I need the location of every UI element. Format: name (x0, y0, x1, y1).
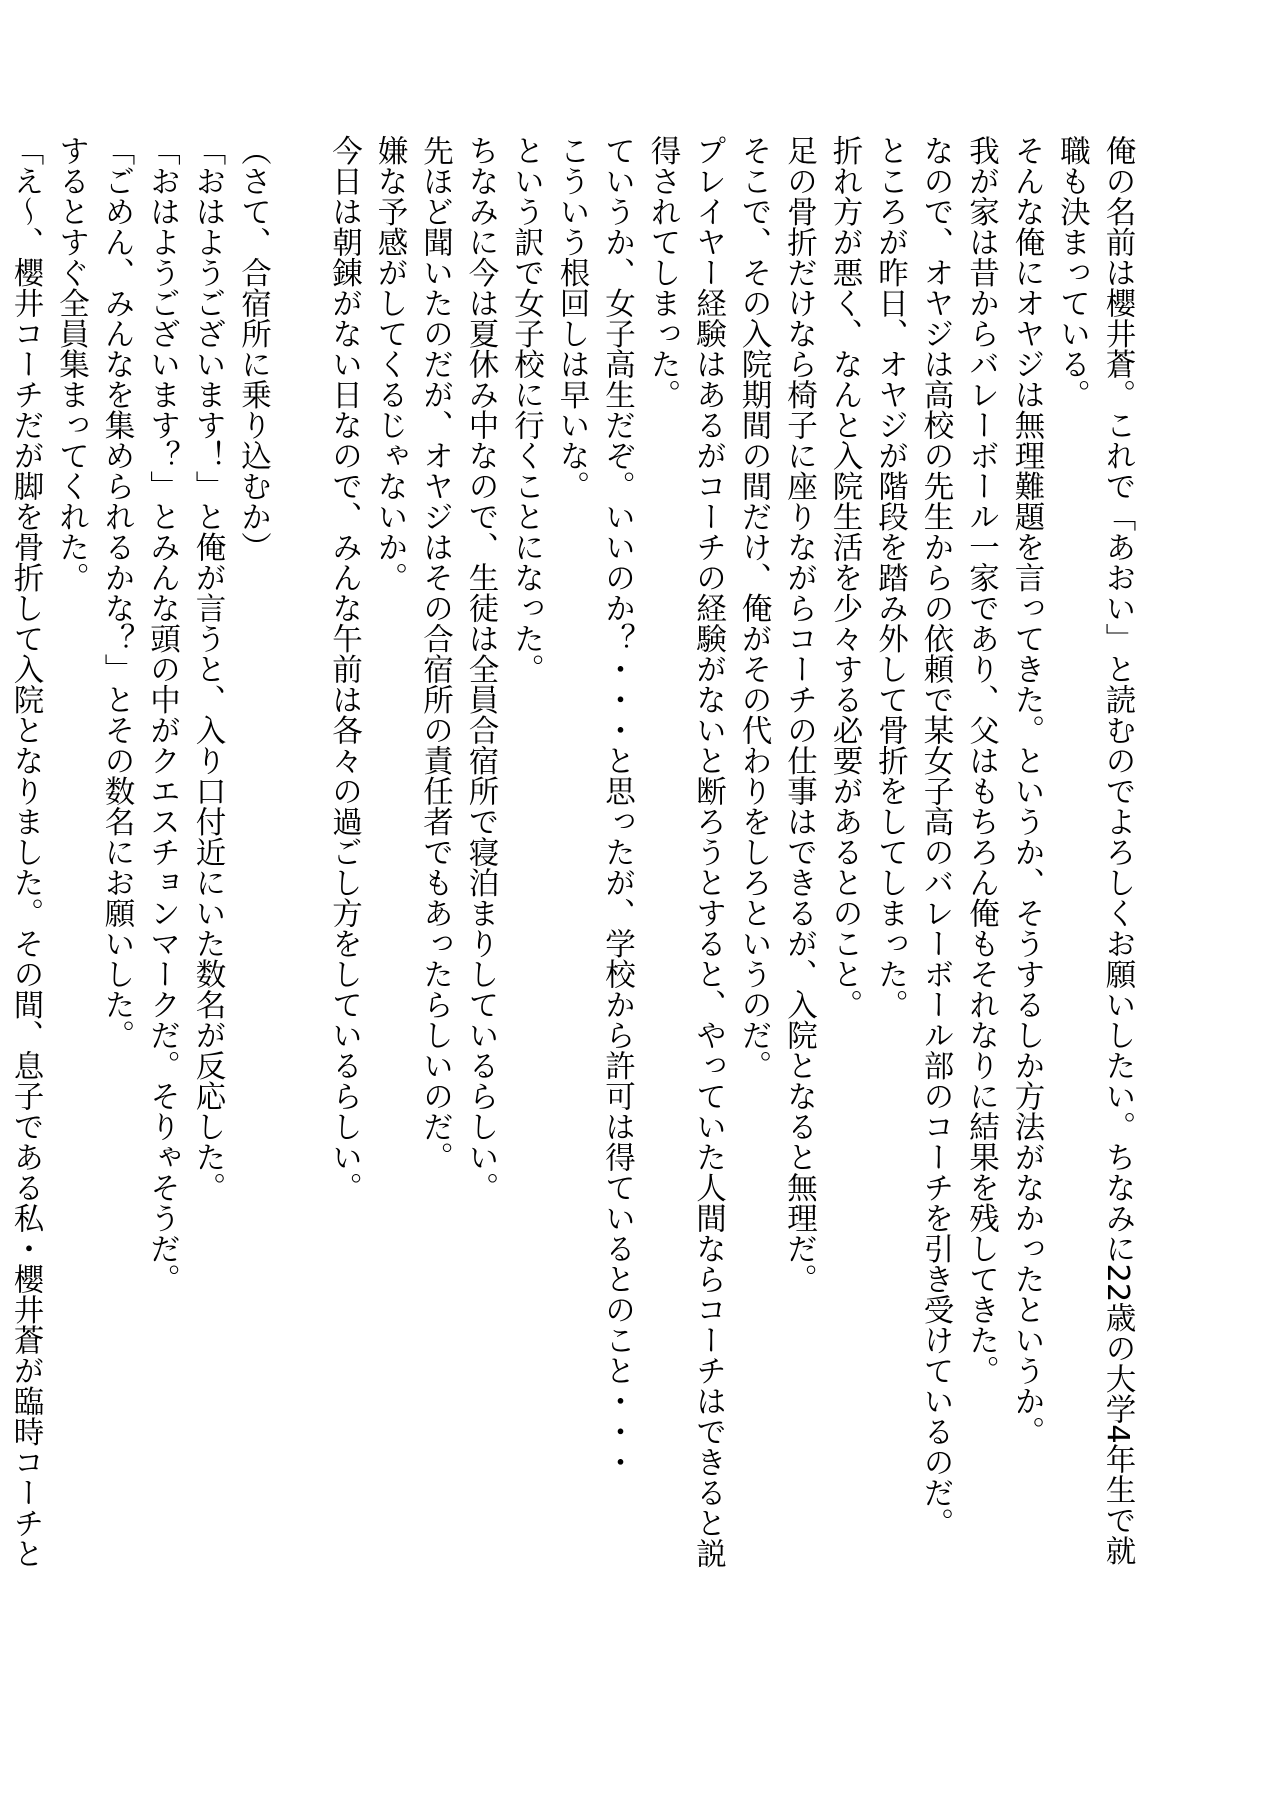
text-line: 嫌な予感がしてくるじゃないか。 (372, 135, 407, 593)
text-line: 「おはようございます！」と俺が言うと、入り口付近にいた数名が反応した。 (190, 135, 225, 1203)
text-line: ちなみに今は夏休み中なので、生徒は全員合宿所で寝泊まりしているらしい。 (463, 135, 498, 1203)
text-line: 得されてしまった。 (645, 135, 680, 410)
text-line: 折れ方が悪く、なんと入院生活を少々する必要があるとのこと。 (827, 135, 862, 1020)
text-line: そんな俺にオヤジは無理難題を言ってきた。というか、そうするしか方法がなかったというか。 (1009, 135, 1044, 1447)
text-line: 「ごめん、みんなを集められるかな？」とその数名にお願いした。 (99, 135, 134, 1050)
text-line: こういう根回しは早いな。 (554, 135, 589, 501)
text-line: 足の骨折だけなら椅子に座りながらコーチの仕事はできるが、入院となると無理だ。 (781, 135, 817, 1294)
text-line: 我が家は昔からバレーボール一家であり、父はもちろん俺もそれなりに結果を残してきた。 (963, 135, 999, 1386)
text-line (0, 135, 3, 1635)
text-line: 「え～、櫻井コーチだが脚を骨折して入院となりました。その間、息子である私・櫻井蒼が臨時コーチと (8, 135, 43, 1569)
text-line: 職も決まっている。 (1054, 135, 1090, 410)
text-line: という訳で女子校に行くことになった。 (508, 135, 544, 684)
text-line: 俺の名前は櫻井蒼。これで「あおい」と読むのでよろしくお願いしたい。ちなみに22歳の大学4年生で就 (1100, 135, 1135, 1566)
text-line: ていうか、女子高生だぞ。いいのか？・・・と思ったが、学校から許可は得ているとのこと・・・ (599, 135, 635, 1477)
text-line: そこで、その入院期間の間だけ、俺がその代わりをしろというのだ。 (736, 135, 771, 1081)
text-line: 「おはようございます？」とみんな頭の中がクエスチョンマークだ。そりゃそうだ。 (144, 135, 180, 1294)
text-line: 先ほど聞いたのだが、オヤジはその合宿所の責任者でもあったらしいのだ。 (417, 135, 453, 1172)
text-line: 今日は朝錬がない日なので、みんな午前は各々の過ごし方をしているらしい。 (326, 135, 362, 1203)
text-line: するとすぐ全員集まってくれた。 (53, 135, 89, 593)
text-line: なので、オヤジは高校の先生からの依頼で某女子高のバレーボール部のコーチを引き受けているのだ。 (918, 135, 953, 1538)
text-line: プレイヤー経験はあるがコーチの経験がないと断ろうとすると、やっていた人間ならコーチはできると説 (690, 135, 726, 1569)
text-line: ところが昨日、オヤジが階段を踏み外して骨折をしてしまった。 (872, 135, 908, 1020)
vertical-text-body (0, 135, 1140, 1635)
text-line: （さて、合宿所に乗り込むか） (235, 135, 271, 562)
paragraph-gap (276, 135, 322, 1635)
